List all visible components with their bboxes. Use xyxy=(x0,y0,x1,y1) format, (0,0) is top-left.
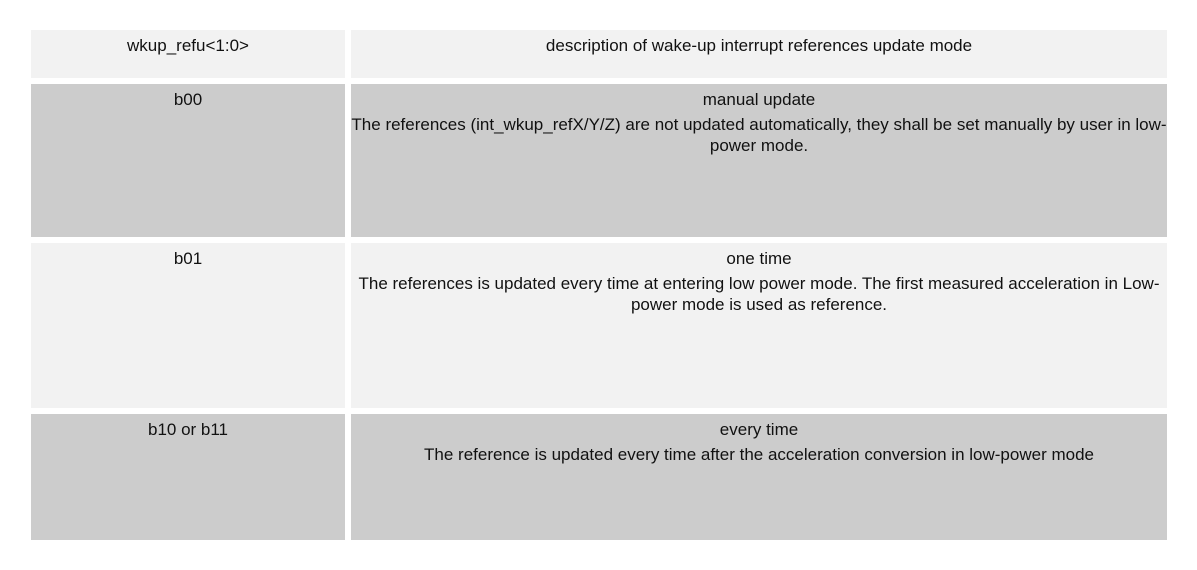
row-mode-title: one time xyxy=(726,249,792,268)
table-header-row xyxy=(31,30,1167,78)
row-mode-description: The reference is updated every time after the acceleration conversion in low-power mode xyxy=(424,445,1094,464)
table-row xyxy=(31,243,1167,408)
row-value: b10 or b11 xyxy=(31,414,345,540)
row-value: b01 xyxy=(31,243,345,408)
row-description-cell xyxy=(351,414,1167,540)
header-field-name: wkup_refu<1:0> xyxy=(31,30,345,78)
row-mode-title: every time xyxy=(719,420,799,439)
header-description: description of wake-up interrupt references update mode xyxy=(351,30,1167,78)
row-mode-description: The references is updated every time at entering low power mode. The first measured acceleration in Low-power mode is used as reference. xyxy=(358,274,1160,314)
row-description-cell xyxy=(351,84,1167,237)
row-mode-description: The references (int_wkup_refX/Y/Z) are not updated automatically, they shall be set manually by user in low-power mode. xyxy=(351,115,1167,155)
row-description-cell xyxy=(351,243,1167,408)
row-value: b00 xyxy=(31,84,345,237)
table-row xyxy=(31,414,1167,540)
table-row xyxy=(31,84,1167,237)
row-mode-title: manual update xyxy=(702,90,816,109)
